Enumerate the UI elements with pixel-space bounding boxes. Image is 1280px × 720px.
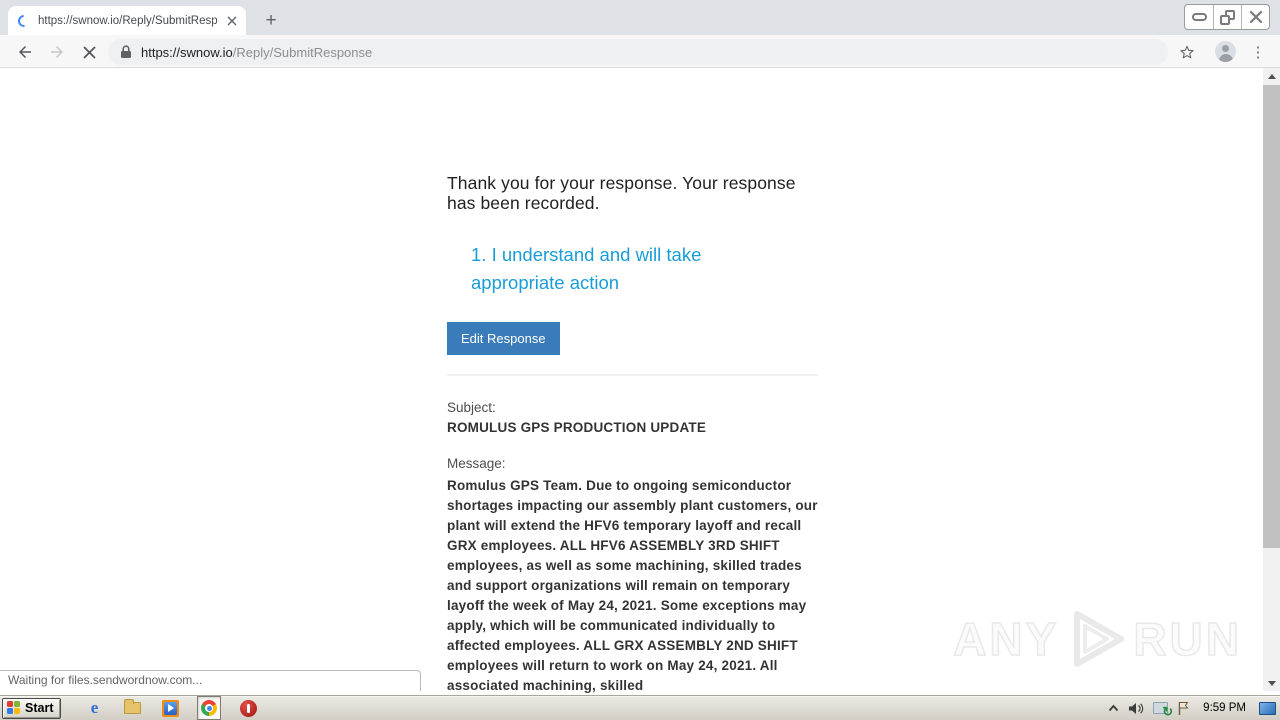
windows-update-tray-icon[interactable]	[1153, 702, 1174, 719]
address-bar[interactable]	[108, 39, 1168, 65]
file-explorer-icon[interactable]	[121, 697, 143, 719]
volume-tray-icon[interactable]	[1128, 702, 1144, 715]
hidden-icons-chevron[interactable]	[1108, 704, 1119, 712]
section-divider	[447, 374, 818, 376]
windows-logo-icon	[7, 701, 21, 715]
scrollbar-thumb[interactable]	[1263, 85, 1280, 548]
url-text: https://swnow.io/Reply/SubmitResponse	[141, 44, 373, 60]
profile-avatar[interactable]	[1215, 41, 1236, 62]
window-controls	[1184, 4, 1270, 30]
folder-icon	[124, 702, 141, 714]
subject-label: Subject:	[447, 400, 496, 415]
internet-explorer-icon[interactable]: e	[90, 698, 99, 717]
browser-toolbar	[0, 35, 1280, 68]
avatar-head-icon	[1222, 45, 1229, 52]
stop-loading-button[interactable]	[76, 39, 102, 65]
back-button[interactable]	[12, 39, 38, 65]
chrome-taskbar-button-active[interactable]	[197, 696, 221, 720]
forward-button[interactable]	[44, 39, 70, 65]
page-viewport	[0, 68, 1280, 695]
taskbar-clock[interactable]: 9:59 PM	[1203, 702, 1246, 714]
confirmation-text: Thank you for your response. Your response has been recorded.	[447, 173, 796, 213]
new-tab-button[interactable]: +	[265, 10, 277, 31]
page-scrollbar[interactable]	[1263, 68, 1280, 691]
show-desktop-monitor-icon[interactable]	[1259, 702, 1276, 715]
minimize-icon	[1192, 13, 1207, 21]
browser-tab[interactable]	[8, 6, 246, 35]
anyrun-watermark	[953, 608, 1242, 670]
status-bubble: Waiting for files.sendwordnow.com...	[0, 670, 421, 691]
chrome-logo-icon	[201, 700, 217, 716]
tab-title: https://swnow.io/Reply/SubmitResp	[38, 14, 218, 27]
start-button-label: Start	[25, 701, 54, 715]
edit-response-button[interactable]: Edit Response	[447, 322, 560, 355]
padlock-icon[interactable]	[120, 45, 132, 59]
update-refresh-icon: ↻	[1162, 704, 1174, 719]
scroll-up-arrow-icon	[1268, 74, 1276, 79]
star-icon	[1179, 44, 1195, 60]
page-content	[447, 173, 818, 695]
restore-icon	[1220, 10, 1235, 25]
media-player-icon[interactable]	[159, 697, 181, 719]
avatar-body-icon	[1219, 54, 1233, 62]
flag-icon	[1177, 701, 1190, 716]
scroll-down-arrow-icon	[1268, 681, 1276, 686]
start-button[interactable]	[2, 698, 61, 719]
scrollbar-up-button[interactable]	[1263, 68, 1280, 84]
selected-response-text: 1. I understand and will take appropriate action	[471, 244, 702, 293]
page-loading-spinner-icon	[16, 12, 33, 29]
tab-strip	[0, 0, 1280, 35]
browser-menu-button[interactable]: ⋮	[1250, 44, 1266, 61]
chevron-up-icon	[1108, 704, 1119, 712]
subject-value: ROMULUS GPS PRODUCTION UPDATE	[447, 420, 707, 435]
anyrun-play-logo-icon	[1063, 608, 1129, 670]
watermark-any-text: ANY	[953, 613, 1060, 665]
red-app-icon[interactable]	[237, 697, 259, 719]
window-restore-button[interactable]	[1213, 5, 1241, 29]
scrollbar-down-button[interactable]	[1263, 675, 1280, 691]
play-triangle-icon	[168, 704, 174, 712]
windows-taskbar	[0, 695, 1280, 720]
bookmark-star-button[interactable]	[1174, 39, 1200, 65]
quick-launch-bar	[83, 696, 259, 720]
back-arrow-icon	[16, 43, 34, 61]
forward-arrow-icon	[48, 43, 66, 61]
close-icon	[1249, 10, 1263, 24]
tab-close-icon[interactable]	[224, 13, 240, 29]
speaker-icon	[1128, 702, 1144, 715]
window-minimize-button[interactable]	[1185, 5, 1213, 29]
message-body: Romulus GPS Team. Due to ongoing semiconductor shortages impacting our assembly plant customers, our plant will extend the HFV6 temporary layoff and recall GRX employees. ALL HFV6 ASSEMBLY 3RD SHIFT employees, as well as some machining, skilled trades and support organizations will remain on temporary layoff the week of May 24, 2021. Some exceptions may apply, which will be communicated individually to affected employees. ALL GRX ASSEMBLY 2ND SHIFT employees will return to work on May 24, 2021. All associated machining, skilled	[447, 478, 818, 693]
watermark-run-text: RUN	[1133, 613, 1242, 665]
message-label: Message:	[447, 456, 506, 471]
system-tray	[1108, 701, 1280, 719]
action-center-tray-icon[interactable]	[1177, 701, 1190, 716]
window-close-button[interactable]	[1241, 5, 1269, 29]
stop-x-icon	[82, 45, 97, 60]
